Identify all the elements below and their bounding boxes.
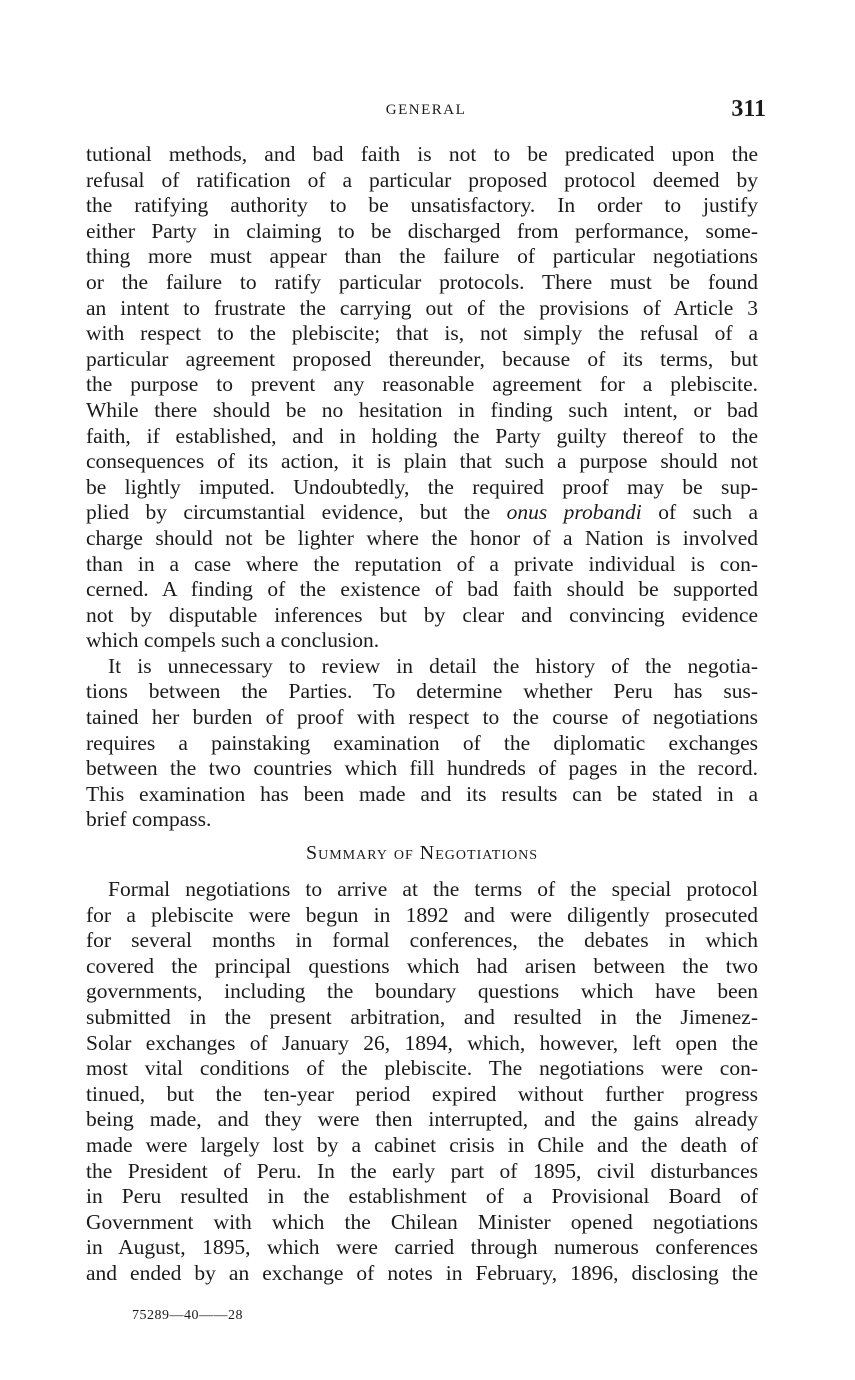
page-number: 311 xyxy=(731,96,766,122)
running-head-title: GENERAL xyxy=(385,102,467,118)
text-line: for a plebiscite were begun in 1892 and were diligently prosecuted xyxy=(86,902,758,927)
text-line: governments, including the boundary questions which have been xyxy=(86,979,758,1004)
text-line: either Party in claiming to be discharged from performance, some- xyxy=(86,218,758,243)
printer-signature: 75289—40——28 xyxy=(132,1308,243,1323)
text-line: the ratifying authority to be unsatisfactory. In order to justify xyxy=(86,193,758,218)
text-line: tions between the Parties. To determine whether Peru has sus- xyxy=(86,679,758,704)
text-line: cerned. A finding of the existence of bad faith should be supported xyxy=(86,577,758,602)
paragraph-continued xyxy=(86,142,758,654)
text-line: which compels such a conclusion. xyxy=(86,628,380,653)
text-line: requires a painstaking examination of the diplomatic exchanges xyxy=(86,730,758,755)
text-line: not by disputable inferences but by clear and convincing evidence xyxy=(86,602,758,627)
text-line: an intent to frustrate the carrying out of the provisions of Article 3 xyxy=(86,295,758,320)
text-line: brief compass. xyxy=(86,807,212,832)
text-line: This examination has been made and its results can be stated in a xyxy=(86,781,758,806)
text-line: particular agreement proposed thereunder, because of its terms, but xyxy=(86,346,758,371)
text-line: the purpose to prevent any reasonable agreement for a plebiscite. xyxy=(86,372,758,397)
text-line: between the two countries which fill hundreds of pages in the record. xyxy=(86,756,758,781)
text-line: and ended by an exchange of notes in February, 1896, disclosing the xyxy=(86,1260,758,1285)
text-line: in August, 1895, which were carried through numerous conferences xyxy=(86,1235,758,1260)
text-line-with-italic xyxy=(86,500,758,526)
text-line: Formal negotiations to arrive at the terms of the special protocol xyxy=(108,877,758,902)
paragraph xyxy=(86,654,758,833)
text-line: the President of Peru. In the early part of 1895, civil disturbances xyxy=(86,1158,758,1183)
running-header xyxy=(86,96,766,128)
paragraph xyxy=(86,877,758,1287)
text-line: thing more must appear than the failure of particular negotiations xyxy=(86,244,758,269)
text-line: be lightly imputed. Undoubtedly, the required proof may be sup- xyxy=(86,474,758,499)
text-line: or the failure to ratify particular protocols. There must be found xyxy=(86,269,758,294)
text-segment: of such a xyxy=(641,500,758,525)
text-line: for several months in formal conferences, the debates in which xyxy=(86,928,758,953)
text-line: made were largely lost by a cabinet crisis in Chile and the death of xyxy=(86,1132,758,1157)
text-line: It is unnecessary to review in detail the history of the negotia- xyxy=(108,653,758,678)
text-line: Solar exchanges of January 26, 1894, which, however, left open the xyxy=(86,1030,758,1055)
text-line: tutional methods, and bad faith is not to be predicated upon the xyxy=(86,142,758,166)
text-line: most vital conditions of the plebiscite. The negotiations were con- xyxy=(86,1056,758,1081)
text-line: tained her burden of proof with respect to the course of negotiations xyxy=(86,705,758,730)
text-line: charge should not be lighter where the honor of a Nation is involved xyxy=(86,525,758,550)
text-line: refusal of ratification of a particular proposed protocol deemed by xyxy=(86,167,758,192)
text-line: being made, and they were then interrupted, and the gains already xyxy=(86,1107,758,1132)
text-line: with respect to the plebiscite; that is, not simply the refusal of a xyxy=(86,321,758,346)
text-segment: plied by circumstantial evidence, but the xyxy=(86,500,507,525)
text-line: faith, if established, and in holding the Party guilty thereof to the xyxy=(86,423,758,448)
text-line: tinued, but the ten-year period expired without further progress xyxy=(86,1081,758,1106)
text-line: consequences of its action, it is plain that such a purpose should not xyxy=(86,449,758,474)
text-line: Government with which the Chilean Minister opened negotiations xyxy=(86,1209,758,1234)
body-text xyxy=(86,142,758,1287)
section-heading: Summary of Negotiations xyxy=(305,842,539,865)
text-line: covered the principal questions which had arisen between the two xyxy=(86,953,758,978)
text-line: in Peru resulted in the establishment of a Provisional Board of xyxy=(86,1184,758,1209)
text-line: While there should be no hesitation in finding such intent, or bad xyxy=(86,397,758,422)
italic-phrase: onus probandi xyxy=(506,500,642,525)
text-line: submitted in the present arbitration, and resulted in the Jimenez- xyxy=(86,1005,758,1029)
text-line: than in a case where the reputation of a private individual is con- xyxy=(86,551,758,576)
